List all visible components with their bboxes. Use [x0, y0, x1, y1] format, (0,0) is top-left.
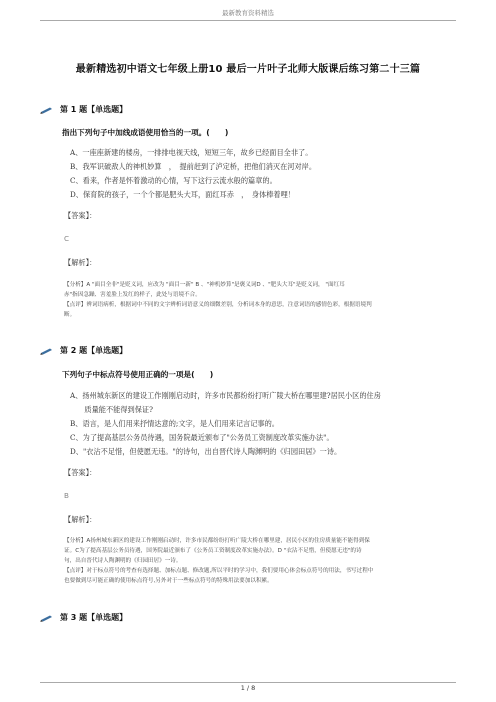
q2-analysis: [64, 536, 436, 586]
pencil-icon: [40, 106, 54, 114]
q2-answer-value: B: [64, 491, 69, 500]
question-2-label: 第 2 题【单选题】: [60, 346, 128, 355]
question-3-heading: [40, 612, 127, 623]
q2-option-a[interactable]: A、扬州城东新区的建设工作刚刚启动时，许多市民都纷纷打听广陵大桥在哪里建?居民小区的住房: [70, 391, 381, 400]
q1-analysis-line: 断。: [64, 312, 76, 318]
q2-analysis-line: 证。C为了提高基层公务员待遇，国务院最近颁布了《公务员工资制度改革实施办法》。D "衣沾不足惜，但使愿无违"的诗: [64, 548, 362, 554]
q1-answer-label: 【答案】：: [64, 211, 97, 220]
question-1-label: 第 1 题【单选题】: [60, 105, 128, 114]
page-number: 1 / 8: [240, 684, 256, 692]
q1-option-c[interactable]: C、看来，作者是怀着激动的心情，写下这行云流水般的篇章的。: [70, 176, 277, 185]
q2-option-b[interactable]: B、语言，是人们用来抒情达意的;文字，是人们用来记言记事的。: [70, 419, 279, 428]
q2-analysis-line: 也要做到尽可能正确的使用标点符号,另外对于一些标点符号的特殊用法要加以积累。: [64, 578, 273, 584]
q1-analysis: [64, 280, 436, 320]
question-2-stem: 下列句子中标点符号使用正确的一项是( ): [62, 370, 214, 379]
q1-option-b[interactable]: B、我军识破敌人的神机妙算 ， 提前赶到了泸定桥，把他们消灭在河对岸。: [70, 162, 317, 171]
q1-analysis-line: 赤"指因急躁、害羞脸上发红的样子，此处与语境不合。: [64, 292, 201, 298]
q1-analysis-line: 【分析】A "面目全非"是贬义词，应改为 "面目一新" B 、"神机妙算"是褒义词D 、"肥头大耳"是贬义词， "面红耳: [64, 282, 345, 288]
header-text: 最新教育资料精选: [222, 9, 274, 17]
q2-option-c[interactable]: C、为了提高基层公务员待遇，国务院最近颁布了"公务员工资制度改革实施办法"。: [70, 433, 334, 442]
q2-answer-label: 【答案】：: [64, 468, 97, 477]
q2-analysis-line: 【点评】对于标点符号的考查有选择题、加标点题、修改题,所以平时的学习中，我们要用心体会标点符号的用法，书写过程中: [64, 568, 374, 574]
q2-option-a-cont: 质量能不能得到保证?: [70, 405, 153, 414]
header-divider: [40, 20, 456, 21]
q1-answer-value: C: [64, 234, 70, 243]
question-3-label: 第 3 题【单选题】: [60, 613, 128, 622]
q2-analysis-label: 【解析】：: [64, 515, 97, 524]
q2-analysis-line: 句，出自晋代诗人陶渊明的《归园田居》一诗。: [64, 558, 182, 564]
document-title: 最新精选初中语文七年级上册10 最后一片叶子北师大版课后练习第二十三篇: [75, 64, 421, 75]
q1-option-d[interactable]: D、保育院的孩子，一个个都是肥头大耳，面红耳赤 ， 身体棒着哩！: [70, 190, 295, 199]
question-1-stem: 指出下列句子中加线成语使用恰当的一项。( ): [62, 128, 229, 137]
q2-option-d[interactable]: D、"衣沾不足惜，但使愿无违。"的诗句，出自晋代诗人陶渊明的《归园田居》一诗。: [70, 447, 342, 456]
footer-divider: [40, 682, 456, 683]
page-header: [0, 0, 496, 20]
q1-analysis-line: 【点评】辨词语病析，根据词中不同的文字辨析词语意义的细微差别，分析词本身的意思，注意词语的感情色彩，根据语境判: [64, 302, 372, 308]
pencil-icon: [40, 614, 54, 622]
question-2-heading: [40, 345, 127, 356]
q1-analysis-label: 【解析】：: [64, 258, 97, 267]
question-1-heading: [40, 104, 127, 115]
q2-analysis-line: 【分析】A扬州城东新区的建设工作刚刚启动时，许多市民都纷纷打听广陵大桥在哪里建，居民小区的住房质量能不能得到保: [64, 538, 370, 544]
q1-option-a[interactable]: A、一座座新建的楼房，一排排电视天线，短短三年，故乡已经面目全非了。: [70, 148, 313, 157]
pencil-icon: [40, 347, 54, 355]
